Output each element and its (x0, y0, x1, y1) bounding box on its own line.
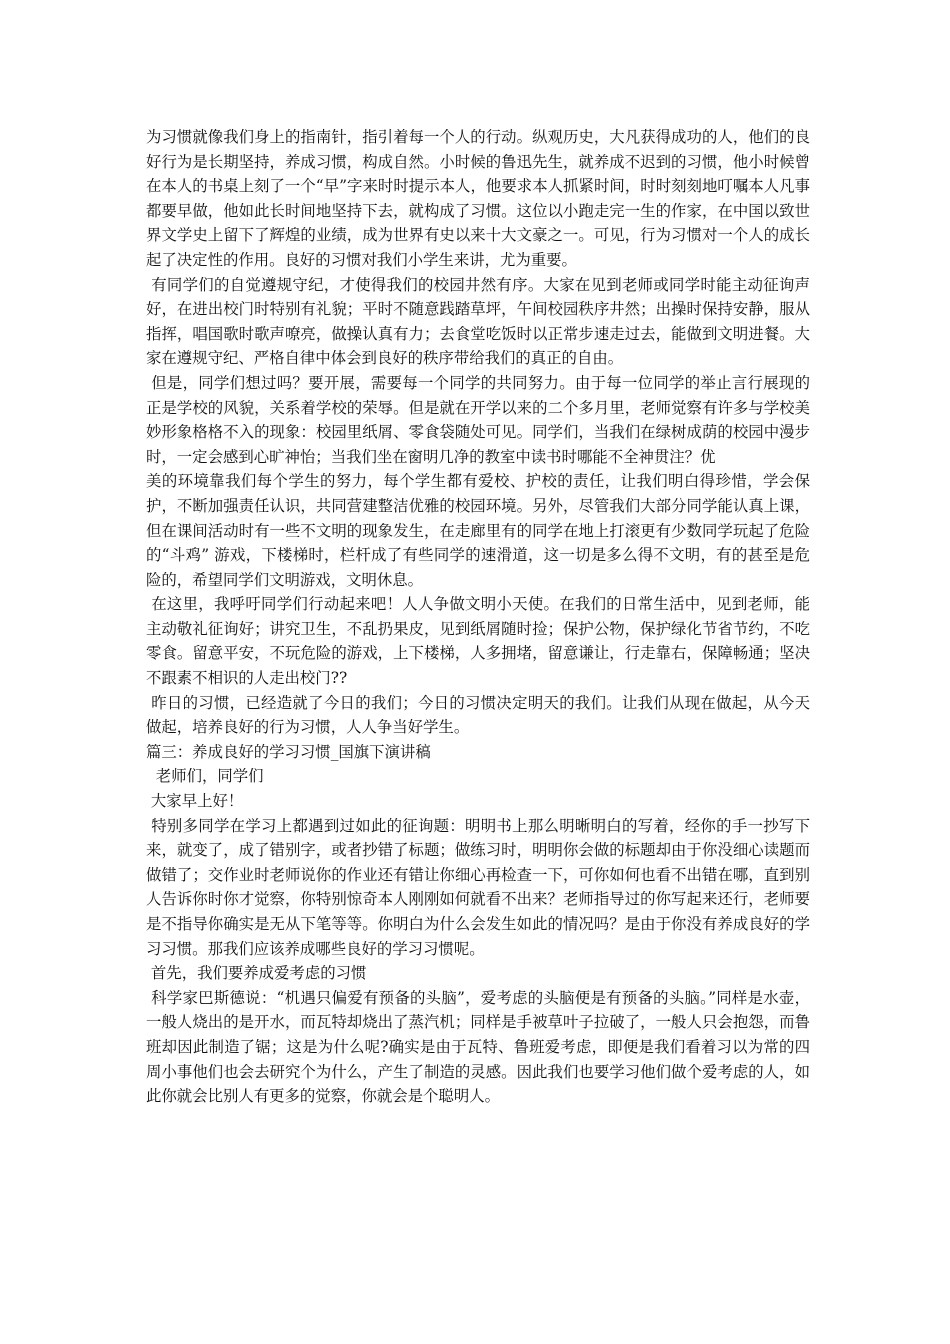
paragraph-environment: 美的环境靠我们每个学生的努力，每个学生都有爱校、护校的责任，让我们明白得珍惜，学会保护，不断加强责任认识，共同营建整洁优雅的校园环境。另外，尽管我们大部分同学能认真上课，但在课间活动时有一些不文明的现象发生，在走廊里有的同学在地上打滚更有少数同学玩起了危险的“斗鸡” 游戏，下楼梯时，栏杆成了有些同学的速滑道，这一切是多么得不文明，有的甚至是危险的，希望同学们文明游戏，文明休息。 (146, 472, 810, 589)
section-heading: 篇三：养成良好的学习习惯_国旗下演讲稿 (146, 742, 431, 761)
paragraph-call-to-action: 在这里，我呼吁同学们行动起来吧！人人争做文明小天使。在我们的日常生活中，见到老师，能主动敬礼征询好；讲究卫生，不乱扔果皮，见到纸屑随时捡；保护公物，保护绿化节省节约，不吃零食。留意平安，不玩危险的游戏，上下楼梯，人多拥堵，留意谦让，行走靠右，保障畅通；坚决不跟素不相识的人走出校门?? (146, 595, 810, 688)
paragraph-first-point: 首先，我们要养成爱考虑的习惯 (146, 964, 367, 983)
paragraph-salutation: 老师们，同学们 (146, 767, 264, 786)
paragraph-greeting: 大家早上好！ (146, 792, 244, 811)
paragraph-pasteur-quote: 科学家巴斯德说：“机遇只偏爱有预备的头脑”，爱考虑的头脑便是有预备的头脑。”同样是水壶，一般人烧出的是开水，而瓦特却烧出了蒸汽机；同样是手被草叶子拉破了，一般人只会抱怨，而鲁班却因此制造了锯；这是为什么呢?确实是由于瓦特、鲁班爱考虑，即便是我们看着习以为常的四周小事他们也会去研究个为什么，产生了制造的灵感。因此我们也要学习他们做个爱考虑的人，如此你就会比别人有更多的觉察，你就会是个聪明人。 (146, 988, 810, 1106)
paragraph-habits-compass: 为习惯就像我们身上的指南针，指引着每一个人的行动。纵观历史，大凡获得成功的人，他们的良好行为是长期坚持，养成习惯，构成自然。小时候的鲁迅先生，就养成不迟到的习惯，他小时候曾在本人的书桌上刻了一个“早”字来时时提示本人，他要求本人抓紧时间，时时刻刻地叮嘱本人凡事都要早做，他如此长时间地坚持下去，就构成了习惯。这位以小跑走完一生的作家，在中国以致世界文学史上留下了辉煌的业绩，成为世界有史以来十大文豪之一。可见，行为习惯对一个人的成长起了决定性的作用。良好的习惯对我们小学生来讲，尤为重要。 (146, 128, 810, 269)
paragraph-school-order: 有同学们的自觉遵规守纪，才使得我们的校园井然有序。大家在见到老师或同学时能主动征询声好，在进出校门时特别有礼貌；平时不随意践踏草坪，午间校园秩序井然；出操时保持安静，服从指挥，唱国歌时歌声嘹亮，做操认真有力；去食堂吃饭时以正常步速走过去，能做到文明进餐。大家在遵规守纪、严格自律中体会到良好的秩序带给我们的真正的自由。 (146, 275, 810, 368)
paragraph-school-image: 但是，同学们想过吗？要开展，需要每一个同学的共同努力。由于每一位同学的举止言行展现的正是学校的风貌，关系着学校的荣辱。但是就在开学以来的二个多月里，老师觉察有许多与学校美妙形象格格不入的现象：校园里纸屑、零食袋随处可见。同学们，当我们在绿树成荫的校园中漫步时，一定会感到心旷神怡；当我们坐在窗明几净的教室中读书时哪能不全神贯注？优 (146, 373, 810, 466)
paragraph-yesterday-habits: 昨日的习惯，已经造就了今日的我们；今日的习惯决定明天的我们。让我们从现在做起，从今天做起，培养良好的行为习惯，人人争当好学生。 (146, 693, 810, 737)
document-body (146, 125, 810, 1109)
paragraph-study-problems: 特别多同学在学习上都遇到过如此的征询题：明明书上那么明晰明白的写着，经你的手一抄写下来，就变了，成了错别字，或者抄错了标题；做练习时，明明你会做的标题却由于你没细心读题而做错了；交作业时老师说你的作业还有错让你细心再检查一下，可你如何也看不出错在哪，直到别人告诉你时你才觉察，你特别惊奇本人刚刚如何就看不出来？老师指导过的你写起来还行，老师要是不指导你确实是无从下笔等等。你明白为什么会发生如此的情况吗？是由于你没有养成良好的学习习惯。那我们应该养成哪些良好的学习习惯呢。 (146, 816, 810, 958)
